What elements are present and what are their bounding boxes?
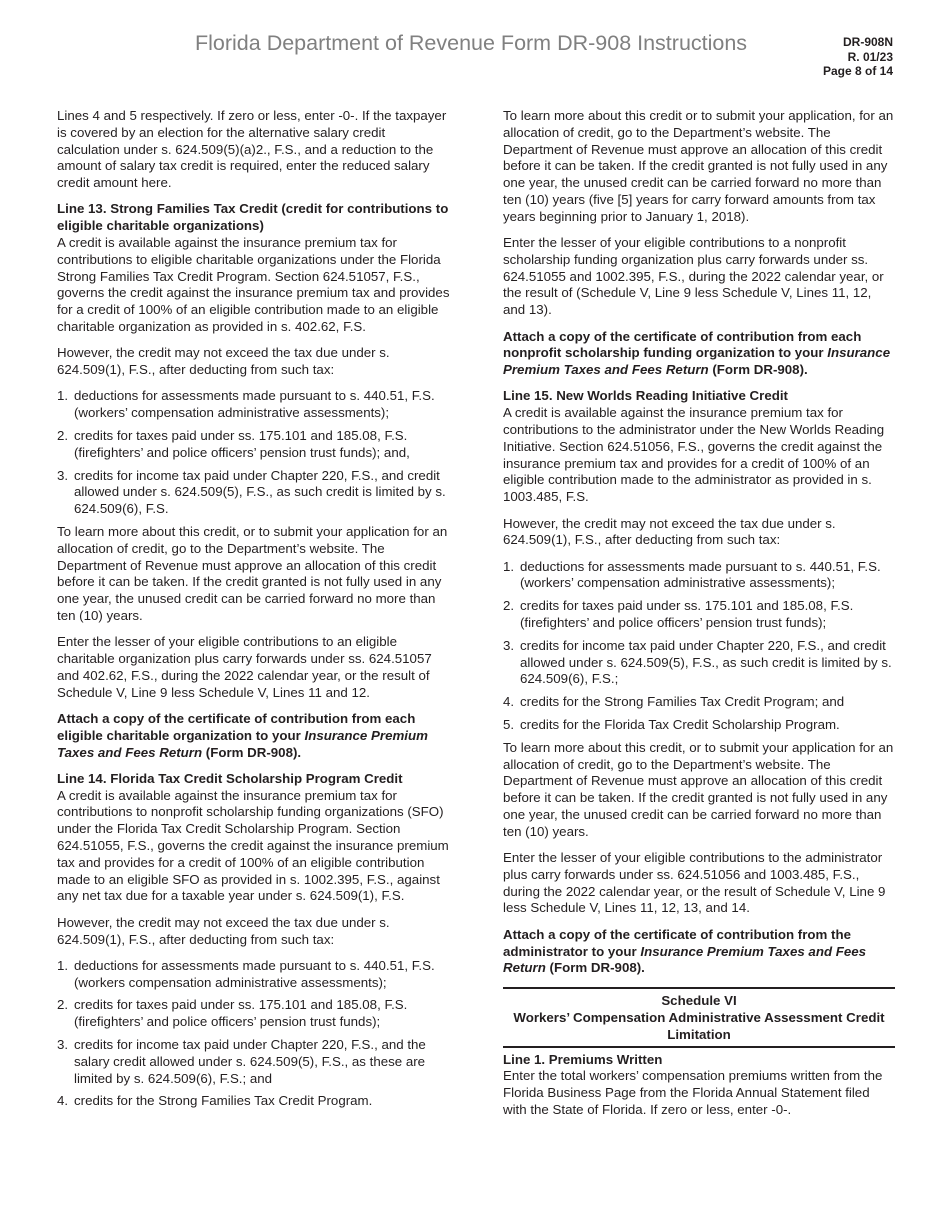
line14-section (57, 771, 451, 905)
schedule-vi-line1-body: Enter the total workers’ compensation premiums written from the Florida Business Page from the Florida Annual Statement filed with the State of Florida. If zero or less, enter -0-. (503, 1068, 883, 1118)
list-item: 4. credits for the Strong Families Tax Credit Program. (57, 1093, 373, 1109)
line15-body: A credit is available against the insurance premium tax for contributions to the administrator under the New Worlds Reading Initiative. Section 624.51056, F.S., governs the credit against the insurance premium tax and provides for a credit of 100% of an eligible contribution made to the administrator as provided in s. 1003.485, F.S. (503, 405, 885, 505)
right-column (503, 108, 895, 1128)
line13-heading: Line 13. Strong Families Tax Credit (credit for contributions to eligible charitable organizations) (57, 201, 449, 234)
form-id: DR-908N (842, 35, 893, 49)
line14-attach-note: Attach a copy of the certificate of contribution from each nonprofit scholarship funding organization to your Insurance Premium Taxes and Fees Return (Form DR-908). (503, 328, 891, 378)
line14-body: A credit is available against the insurance premium tax for contributions to nonprofit scholarship funding organizations (SFO) under the Florida Tax Credit Scholarship Program. Section 624.51055, F.S., governs the credit against the insurance premium tax and provides for a credit of 100% of an eligible contribution made to an eligible SFO as provided in s. 1002.395, F.S., against any net tax due for a taxable year under s. 624.509(1), F.S. (57, 787, 449, 904)
left-column (57, 108, 451, 1116)
line13-however: However, the credit may not exceed the tax due under s. 624.509(1), F.S., after deducting from such tax: (57, 345, 390, 378)
line14-enter-instruction: Enter the lesser of your eligible contributions to a nonprofit scholarship funding organization plus carry forwards under ss. 624.51055 and 1002.395, F.S., during the 2022 calendar year, or the result of (Schedule V, Line 9 less Schedule V, Lines 11, 12, and 13). (503, 235, 884, 318)
line15-section (503, 388, 895, 506)
intro-paragraph: Lines 4 and 5 respectively. If zero or less, enter -0-. If the taxpayer is covered by an election for the alternative salary credit calculation under s. 624.509(5)(a)2., F.S., and a reduction to the amount of salary tax credit is required, enter the reduced salary credit amount here. (57, 108, 447, 191)
line15-heading: Line 15. New Worlds Reading Initiative Credit (503, 388, 788, 404)
page-number: Page 8 of 14 (822, 64, 893, 78)
line13-deductions-list (57, 388, 451, 518)
line15-learn-more: To learn more about this credit, or to submit your application for an allocation of credit, go to the Department’s website. The Department of Revenue must approve an allocation of this credit before it can be taken. If the credit granted is not fully used in any one year, the unused credit can be carried forward no more than ten (10) years. (503, 739, 894, 839)
list-item: 2. credits for taxes paid under ss. 175.101 and 185.08, F.S. (firefighters’ and police officers’ pension trust funds); and, (57, 428, 410, 460)
line15-enter-instruction: Enter the lesser of your eligible contributions to the administrator plus carry forwards under ss. 624.51056 and 1003.485, F.S., during the 2022 calendar year, or the result of Schedule V, Line 9 less Schedule V, Lines 11, 12, 13, and 14. (503, 850, 886, 916)
schedule-vi-line1-heading: Line 1. Premiums Written (503, 1051, 663, 1067)
schedule-vi-line1-section (503, 1052, 895, 1119)
list-item: 1. deductions for assessments made pursuant to s. 440.51, F.S. (workers’ compensation administrative assessments); (57, 388, 435, 421)
schedule-vi-heading: Schedule VI Workers’ Compensation Administrative Assessment Credit Limitation (503, 987, 895, 1048)
list-item: 3. credits for income tax paid under Chapter 220, F.S., and the salary credit allowed under s. 624.509(5), F.S., as these are limited by s. 624.509(6), F.S.; and (57, 1037, 426, 1086)
line14-deductions-list (57, 958, 451, 1110)
page-title: Florida Department of Revenue Form DR-908 Instructions (195, 31, 748, 55)
line15-attach-note: Attach a copy of the certificate of contribution from the administrator to your Insurance Premium Taxes and Fees Return (Form DR-908). (503, 926, 867, 976)
line13-learn-more: To learn more about this credit, or to submit your application for an allocation of credit, go to the Department’s website. The Department of Revenue must approve an allocation of this credit before it can be taken. If the credit granted is not fully used in any one year, the unused credit can be carried forward no more than ten (10) years. (57, 524, 448, 624)
line14-heading: Line 14. Florida Tax Credit Scholarship Program Credit (57, 770, 403, 786)
line13-body: A credit is available against the insurance premium tax for contributions to eligible charitable organizations under the Florida Strong Families Tax Credit Program. Section 624.51057, F.S., governs the credit against the insurance premium tax and provides for a credit of 100% of an eligible contribution made to an eligible charitable organization as provided in s. 402.62, F.S. (57, 235, 450, 335)
line13-attach-note: Attach a copy of the certificate of contribution from each eligible charitable organization to your Insurance Premium Taxes and Fees Return (Form DR-908). (57, 711, 428, 760)
list-item: 3. credits for income tax paid under Chapter 220, F.S., and credit allowed under s. 624.509(5), F.S., as such credit is limited by s. 624.509(6), F.S.; (503, 637, 892, 687)
list-item: 1. deductions for assessments made pursuant to s. 440.51, F.S. (workers compensation administrative assessments); (57, 957, 435, 990)
list-item: 2. credits for taxes paid under ss. 175.101 and 185.08, F.S. (firefighters’ and police officers’ pension trust funds); (503, 598, 854, 631)
line15-however: However, the credit may not exceed the tax due under s. 624.509(1), F.S., after deducting from such tax: (503, 515, 836, 548)
form-meta (823, 35, 893, 79)
list-item: 1. deductions for assessments made pursuant to s. 440.51, F.S. (workers’ compensation administrative assessments); (503, 558, 881, 591)
list-item: 2. credits for taxes paid under ss. 175.101 and 185.08, F.S. (firefighters’ and police officers’ pension trust funds); (57, 997, 408, 1030)
line14-however: However, the credit may not exceed the tax due under s. 624.509(1), F.S., after deducting from such tax: (57, 914, 390, 947)
line14-learn-more: To learn more about this credit or to submit your application, for an allocation of credit, go to the Department’s website. The Department of Revenue must approve an allocation of this credit before it can be taken. If the credit granted is not fully used in any one year, the unused credit can be carried forward no more than ten (10) years (five [5] years for carry forward amounts from tax years beginning prior to January 1, 2018). (503, 108, 894, 224)
list-item: 4. credits for the Strong Families Tax Credit Program; and (503, 694, 845, 710)
revision-date: R. 01/23 (847, 49, 893, 64)
line13-section (57, 201, 451, 335)
list-item: 3. credits for income tax paid under Chapter 220, F.S., and credit allowed under s. 624.509(5), F.S., as such credit is limited by s. 624.509(6), F.S. (57, 467, 446, 517)
line13-enter-instruction: Enter the lesser of your eligible contributions to an eligible charitable organization plus carry forwards under ss. 624.51057 and 402.62, F.S., during the 2022 calendar year, or the result of Schedule V, Line 9 less Schedule V, Lines 11 and 12. (57, 634, 432, 700)
list-item: 5. credits for the Florida Tax Credit Scholarship Program. (503, 717, 840, 732)
line15-deductions-list (503, 559, 895, 734)
